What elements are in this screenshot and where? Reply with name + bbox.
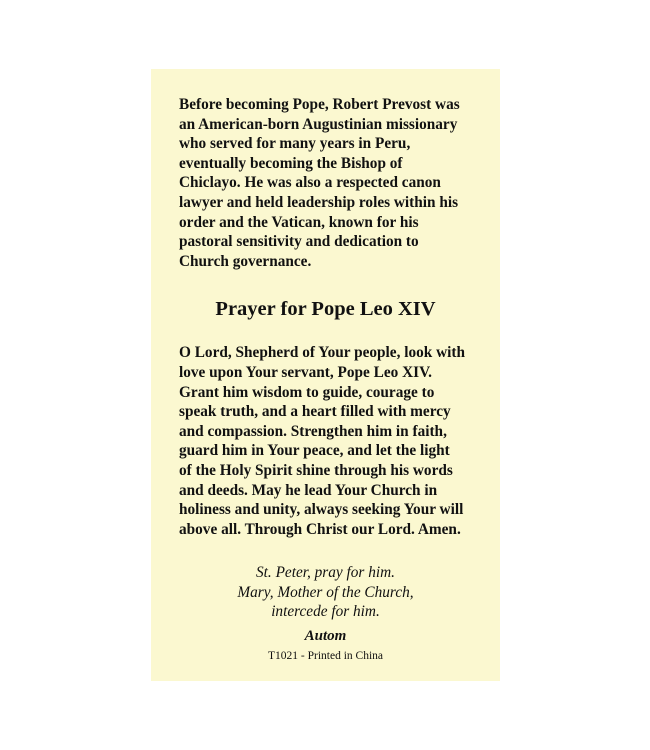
prayer-line: and compassion. Strengthen him in faith, <box>179 422 447 440</box>
bio-line: eventually becoming the Bishop of <box>179 154 403 172</box>
bio-line: Before becoming Pope, Robert Prevost was <box>179 96 460 113</box>
prayer-card <box>151 69 500 681</box>
prayer-line: and deeds. May he lead Your Church in <box>179 481 438 499</box>
bio-paragraph <box>179 95 472 271</box>
prayer-title: Prayer for Pope Leo XIV <box>215 298 436 321</box>
prayer-line: O Lord, Shepherd of Your people, look with <box>179 344 466 362</box>
bio-line: pastoral sensitivity and dedication to <box>179 233 419 251</box>
print-code: T1021 - Printed in China <box>268 650 383 662</box>
prayer-line: love upon Your servant, Pope Leo XIV. <box>179 363 432 381</box>
invocations <box>179 563 472 622</box>
bio-line: Chiclayo. He was also a respected canon <box>179 174 441 192</box>
bio-line: an American-born Augustinian missionary <box>179 115 458 133</box>
invocation-line: intercede for him. <box>271 603 380 621</box>
invocation-line: Mary, Mother of the Church, <box>237 583 414 601</box>
prayer-line: of the Holy Spirit shine through his words <box>179 461 453 479</box>
bio-line: lawyer and held leadership roles within his <box>179 193 459 211</box>
prayer-line: holiness and unity, always seeking Your will <box>179 501 464 519</box>
bio-line: Church governance. <box>179 252 312 270</box>
prayer-line: Grant him wisdom to guide, courage to <box>179 383 435 401</box>
prayer-line: guard him in Your peace, and let the light <box>179 442 450 460</box>
bio-line: order and the Vatican, known for his <box>179 213 419 231</box>
brand-logo: Autom <box>304 628 347 644</box>
bio-line: who served for many years in Peru, <box>179 135 411 153</box>
invocation-line: St. Peter, pray for him. <box>256 564 395 582</box>
prayer-line: above all. Through Christ our Lord. Amen. <box>179 520 461 538</box>
prayer-line: speak truth, and a heart filled with mercy <box>179 403 451 421</box>
prayer-text <box>179 343 472 539</box>
